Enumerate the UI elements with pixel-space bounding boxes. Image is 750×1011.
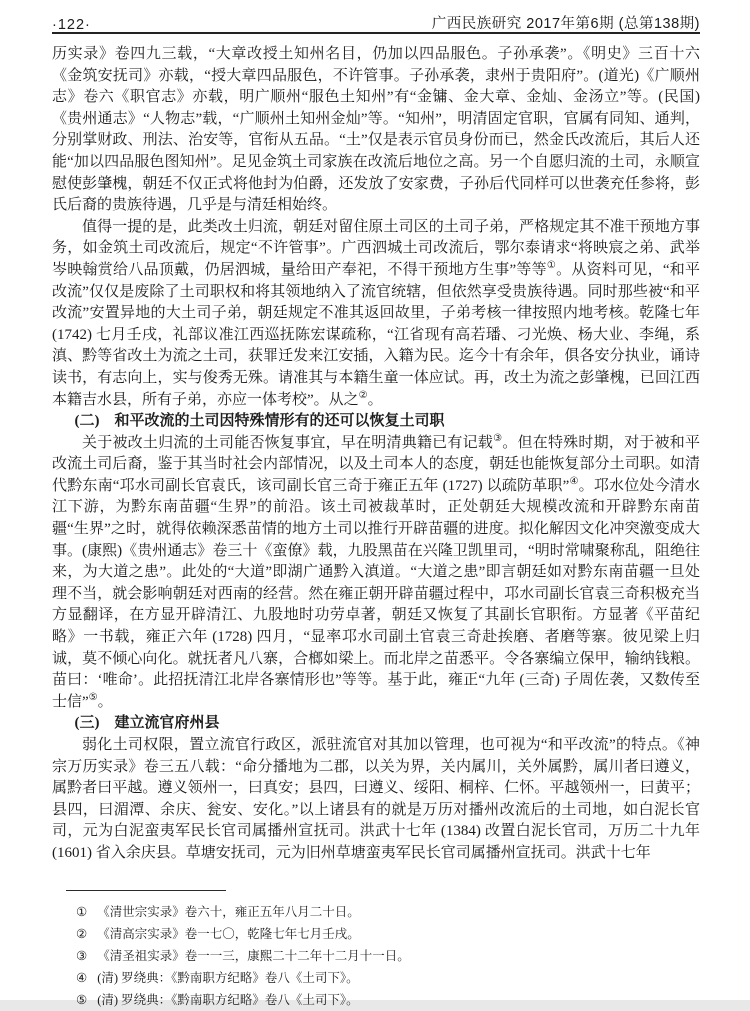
section-heading: (二) 和平改流的土司因特殊情形有的还可以恢复土司职	[74, 413, 445, 430]
section-heading: (三) 建立流官府州县	[74, 715, 220, 732]
paragraph: 值得一提的是，此类改土归流，朝廷对留住原土司区的土司子弟，严格规定其不准干预地方事务，如金筑土司改流后，规定“不许管事”。广西泗城土司改流后，鄂尔泰请求“将映宸之弟、武举岑映翰赏给八品顶戴，仍居泗城，量给田产奉祀，不得干预地方生事”等等①。从资料可见，“和平改流”仅仅是废除了土司职权和将其领地纳入了流官统辖，但依然享受贵族待遇。同时那些被“和平改流”安置异地的大土司子弟，朝廷规定不准其返回故里，子弟考核一律按照内地考核。乾隆七年 (1742) 七月壬戌，礼部议准江西巡抚陈宏谋疏称，“江省现有高若璠、刁光焕、杨大业、李绳，系滇、黔等省改土为流之土司，获罪迁发来江安插，入籍为民。迄今十有余年，俱各安分执业，诵诗读书，有志向上，实与俊秀无殊。请准其与本籍生童一体应试。再，改土为流之彭肇槐，已回江西本籍吉水县，所有子弟，亦应一体考校”。从之②。	[52, 218, 700, 408]
paragraph: 关于被改土归流的土司能否恢复事宜，早在明清典籍已有记载③。但在特殊时期，对于被和平改流土司后裔，鉴于其当时社会内部情况，以及土司本人的态度，朝廷也能恢复部分土司职。如清代黔东南“邛水司副长官袁氏，该司副长官三奇于雍正五年 (1727) 以疏防革职”④。邛水位处今清水江下游，为黔东南苗疆“生界”的前沿。该土司被裁革时，正处朝廷大规模改流和开辟黔东南苗疆“生界”之时，就得依赖深悉苗情的地方土司以推行开辟苗疆的进度。拟化解因文化冲突激变成大事。(康熙)《贵州通志》卷三十《蛮僚》载，九股黑苗在兴隆卫凯里司，“明时常啸聚称乱，阻绝往来，为大道之患”。此处的“大道”即湖广通黔入滇道。“大道之患”即言朝廷如对黔东南苗疆一旦处理不当，就会影响朝廷对西南的经营。然在雍正朝开辟苗疆过程中，邛水司副长官袁三奇积极充当方显翻译，在方显开辟清江、九股地时功劳卓著，朝廷又恢复了其副长官职衔。方显著《平苗纪略》一书载，雍正六年 (1728) 四月，“显率邛水司副土官袁三奇赴挨磨、者磨等寨。彼见梁上归诚，莫不倾心向化。就抚者凡八寨，合榔如梁上。而北岸之苗悉平。令各寨编立保甲，输纳钱粮。苗曰：‘唯命’。此招抚清江北岸各寨情形也”等等。基于此，雍正“九年 (三奇) 子周佐袭，又数传至士信”⑤。	[52, 432, 700, 710]
footnote-text: (清) 罗绕典：《黔南职方纪略》卷八《土司下》。	[97, 993, 359, 1008]
footnote-marker: ④	[76, 971, 88, 986]
footnote	[52, 967, 700, 989]
journal-issue-line: 广西民族研究 2017年第6期 (总第138期)	[431, 16, 700, 32]
footnote-text: 《清高宗实录》卷一七〇，乾隆七年七月壬戌。	[97, 927, 360, 942]
paragraph-continuation: 历实录》卷四九三载，“大章改授土知州名目，仍加以四品服色。子孙承袭”。《明史》三百十六《金筑安抚司》亦载，“授大章四品服色，不许管事。子孙承袭，隶州于贵阳府”。(道光)《广顺州志》卷六《职官志》亦载，明广顺州“服色土知州”有“金镛、金大章、金灿、金汤立”等。(民国)《贵州通志》“人物志”载，“广顺州土知州金灿”等。“知州”，明清固定官职，官属有同知、通判，分别掌财政、刑法、治安等，官衔从五品。“土”仅是表示官员身份而已，然金氏改流后，其后人还能“加以四品服色图知州”。足见金筑土司家族在改流后地位之高。另一个自愿归流的土司，永顺宣慰使彭肇槐，朝廷不仅正式将他封为伯爵，还发放了安家费，子孙后代同样可以世袭充任参将，彭氏后裔的贵族待遇，几乎是与清廷相始终。	[52, 46, 700, 214]
page-number: ·122·	[52, 17, 91, 33]
footnote	[52, 945, 700, 967]
footnote-marker: ⑤	[76, 993, 88, 1008]
footnote-marker: ②	[76, 927, 88, 942]
article-body	[52, 44, 700, 880]
footnote-divider	[66, 890, 226, 891]
footnote-marker: ③	[76, 949, 88, 964]
header-divider	[52, 32, 700, 34]
page-header	[52, 12, 700, 33]
footnote-text: 《清世宗实录》卷六十，雍正五年八月二十日。	[97, 905, 360, 920]
footnote-text: 《清圣祖实录》卷一一三，康熙二十二年十二月十一日。	[97, 949, 410, 964]
paragraph: 弱化土司权限，置立流官行政区，派驻流官对其加以管理，也可视为“和平改流”的特点。《神宗万历实录》卷三五八载：“命分播地为二郡，以关为界，关内属川，关外属黔，属川者曰遵义，属黔者曰平越。遵义领州一，曰真安；县四，曰遵义、绥阳、桐梓、仁怀。平越领州一，曰黄平；县四，曰湄潭、余庆、瓮安、安化。”以上诸县有的就是万历对播州改流后的土司地，如白泥长官司，元为白泥蛮夷军民长官司属播州宣抚司。洪武十七年 (1384) 改置白泥长官司，万历二十九年 (1601) 省入余庆县。草塘安抚司，元为旧州草塘蛮夷军民长官司属播州宣抚司。洪武十七年	[52, 737, 700, 861]
footnote	[52, 989, 700, 1011]
footnote	[52, 901, 700, 923]
footnote	[52, 923, 700, 945]
footnote-marker: ①	[76, 905, 88, 920]
footnote-area	[52, 884, 700, 1011]
footnote-text: (清) 罗绕典：《黔南职方纪略》卷八《土司下》。	[97, 971, 359, 986]
